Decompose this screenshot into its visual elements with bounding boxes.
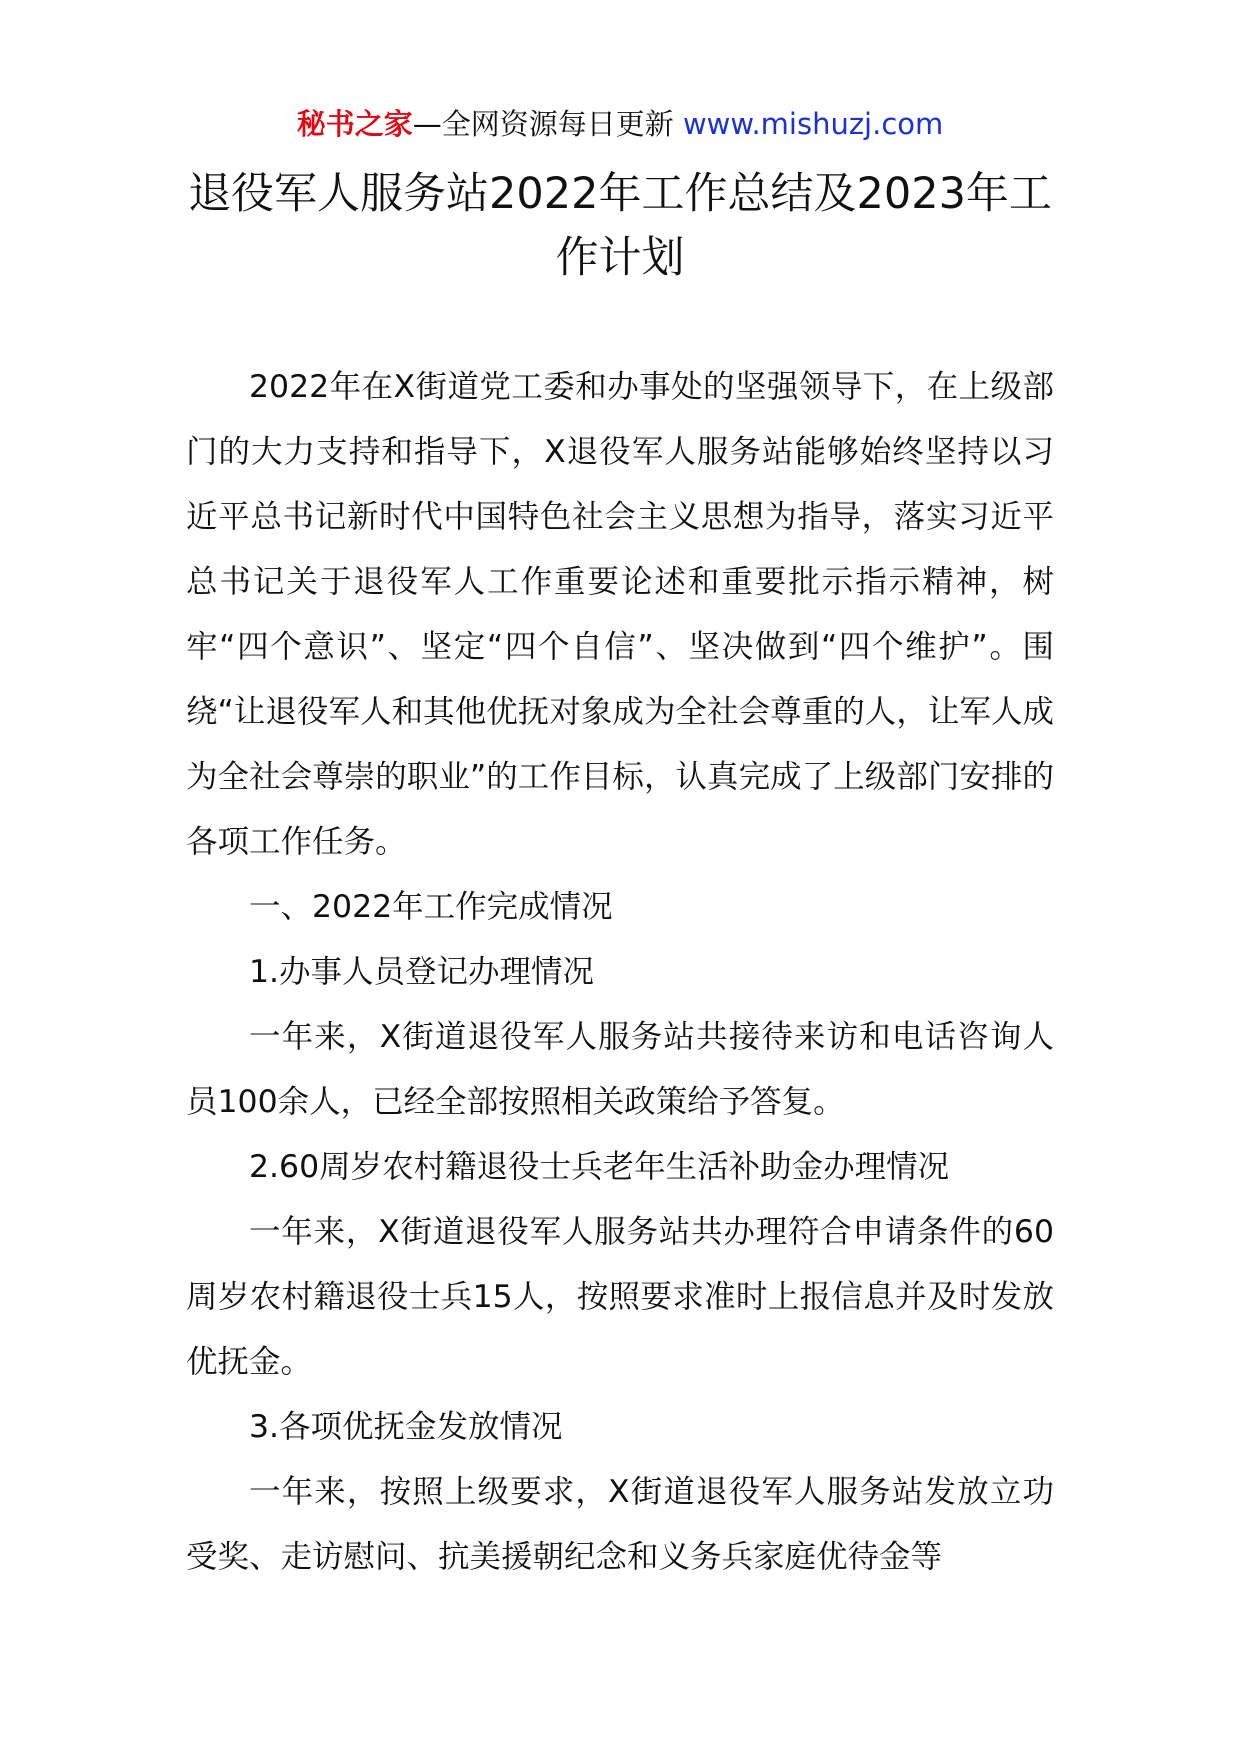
section-heading: 一、2022年工作完成情况 xyxy=(249,889,613,925)
body-paragraph: 一年来，X街道退役军人服务站共接待来访和电话咨询人员100余人，已经全部按照相关政策给予答复。 xyxy=(186,1019,1054,1120)
subsection-heading: 1.办事人员登记办理情况 xyxy=(249,954,595,990)
document-body xyxy=(186,355,1054,1590)
document-title: 退役军人服务站2022年工作总结及2023年工作计划 xyxy=(188,169,1052,283)
intro-paragraph: 2022年在X街道党工委和办事处的坚强领导下，在上级部门的大力支持和指导下，X退役军人服务站能够始终坚持以习近平总书记新时代中国特色社会主义思想为指导，落实习近平总书记关于退役军人工作重要论述和重要批示指示精神，树牢“四个意识”、坚定“四个自信”、坚决做到“四个维护”。围绕“让退役军人和其他优抚对象成为全社会尊重的人，让军人成为全社会尊崇的职业”的工作目标，认真完成了上级部门安排的各项工作任务。 xyxy=(186,369,1054,860)
site-header xyxy=(0,104,1240,144)
body-paragraph: 一年来，X街道退役军人服务站共办理符合申请条件的60周岁农村籍退役士兵15人，按照要求准时上报信息并及时发放优抚金。 xyxy=(186,1214,1054,1380)
subsection-heading: 3.各项优抚金发放情况 xyxy=(249,1409,563,1445)
brand-name: 秘书之家 xyxy=(296,107,413,141)
subsection-heading: 2.60周岁农村籍退役士兵老年生活补助金办理情况 xyxy=(249,1149,950,1185)
site-url-link[interactable]: www.mishuzj.com xyxy=(682,107,944,141)
header-tagline: —全网资源每日更新 xyxy=(412,107,683,141)
body-paragraph: 一年来，按照上级要求，X街道退役军人服务站发放立功受奖、走访慰问、抗美援朝纪念和义务兵家庭优待金等 xyxy=(186,1474,1054,1575)
